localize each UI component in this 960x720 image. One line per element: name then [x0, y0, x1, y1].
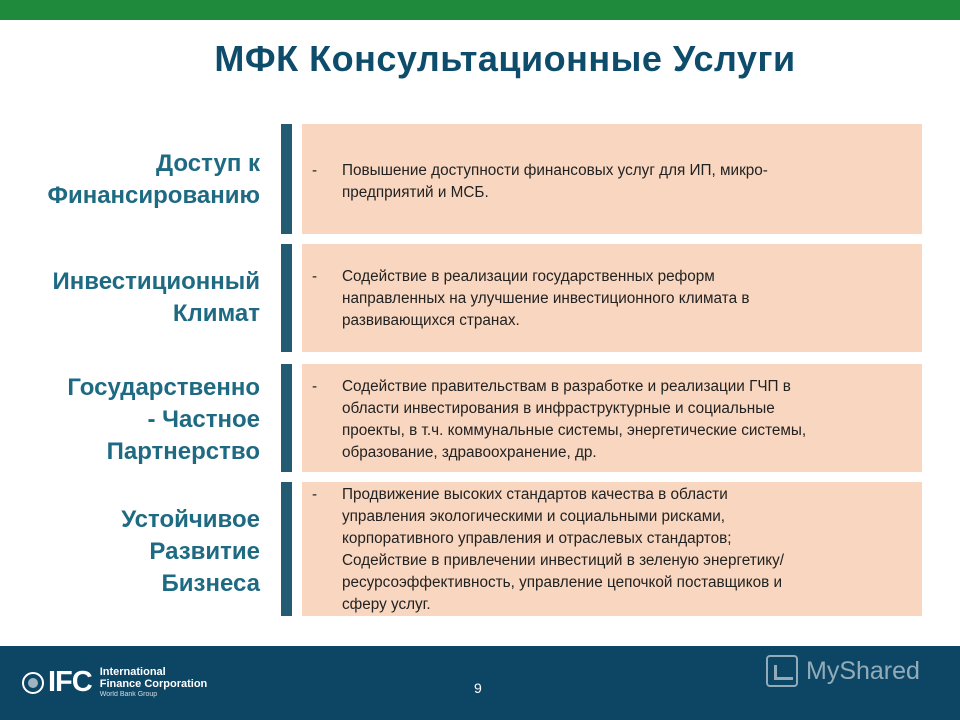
- label-line: Инвестиционный: [52, 268, 260, 295]
- dash-bullet: -: [312, 486, 318, 503]
- slide-title: МФК Консультационные Услуги: [214, 38, 796, 79]
- watermark-text: MyShared: [806, 656, 920, 685]
- list-item: [312, 160, 908, 204]
- label-line: Доступ к: [156, 150, 260, 177]
- label-line: Финансированию: [47, 182, 260, 209]
- content-box-investment-climate: [302, 244, 922, 352]
- label-line: - Частное: [147, 406, 260, 433]
- list-item: [312, 266, 908, 332]
- text-line: управления экологическими и социальными рисками,: [342, 508, 726, 525]
- row-accent-bar: [281, 364, 292, 472]
- org-line: International: [99, 666, 166, 678]
- text-line: области инвестирования в инфраструктурные и социальные: [342, 400, 775, 417]
- content-box-finance-access: [302, 124, 922, 234]
- text-line: образование, здравоохранение, др.: [342, 444, 597, 461]
- text-line: предприятий и МСБ.: [342, 184, 489, 201]
- text-line: ресурсоэффективность, управление цепочкой поставщиков и: [342, 574, 783, 591]
- dash-bullet: -: [312, 268, 318, 285]
- chart-icon: [766, 655, 798, 687]
- organization-name: [100, 666, 208, 699]
- label-line: Климат: [172, 300, 260, 327]
- label-line: Устойчивое: [121, 506, 260, 533]
- watermark: [766, 655, 920, 687]
- label-line: Бизнеса: [161, 570, 260, 597]
- text-line: направленных на улучшение инвестиционного климата в: [342, 290, 750, 307]
- text-line: проекты, в т.ч. коммунальные системы, энергетические системы,: [342, 422, 807, 439]
- globe-icon: [22, 672, 44, 694]
- ifc-logo: [22, 666, 207, 699]
- text-line: Продвижение высоких стандартов качества в области: [342, 486, 728, 503]
- org-line: Finance Corporation: [99, 678, 208, 690]
- content-box-sustainable-business: [302, 482, 922, 616]
- row-accent-bar: [281, 124, 292, 234]
- text-line: сферу услуг.: [342, 596, 431, 613]
- dash-bullet: -: [312, 378, 318, 395]
- text-line: Содействие в привлечении инвестиций в зеленую энергетику/: [342, 552, 785, 569]
- content-box-ppp: [302, 364, 922, 472]
- text-line: корпоративного управления и отраслевых стандартов;: [342, 530, 732, 547]
- text-line: Повышение доступности финансовых услуг для ИП, микро-: [342, 162, 768, 179]
- label-line: Государственно: [67, 374, 260, 401]
- label-public-private-partnership: [67, 372, 260, 468]
- text-line: Содействие правительствам в разработке и реализации ГЧП в: [342, 378, 791, 395]
- label-line: Развитие: [149, 538, 260, 565]
- text-line: развивающихся странах.: [342, 312, 520, 329]
- row-accent-bar: [281, 482, 292, 616]
- dash-bullet: -: [312, 162, 318, 179]
- ifc-wordmark: IFC: [48, 666, 92, 698]
- org-line-small: World Bank Group: [99, 691, 158, 698]
- list-item: [312, 484, 908, 616]
- label-sustainable-business: [121, 504, 260, 600]
- text-line: Содействие в реализации государственных реформ: [342, 268, 715, 285]
- row-accent-bar: [281, 244, 292, 352]
- list-item: [312, 376, 908, 464]
- label-investment-climate: [53, 266, 260, 330]
- top-green-bar: [0, 0, 960, 20]
- label-line: Партнерство: [106, 438, 260, 465]
- label-finance-access: [47, 148, 260, 212]
- page-number: 9: [474, 680, 482, 696]
